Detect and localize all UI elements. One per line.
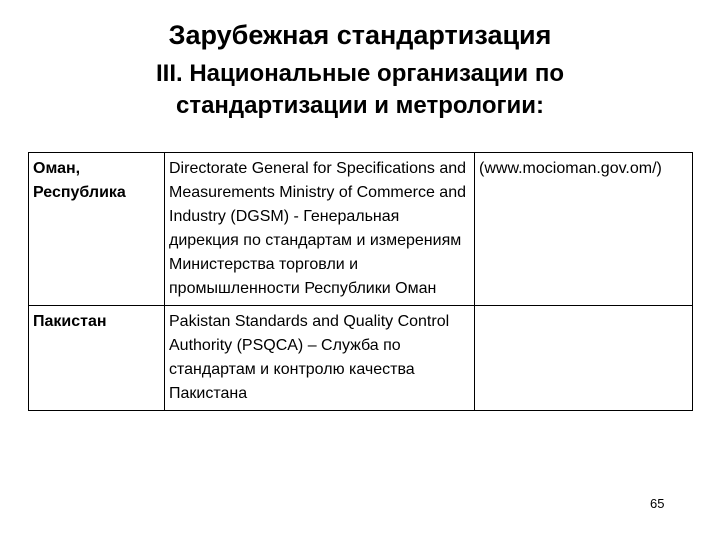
slide-subtitle	[0, 58, 720, 122]
website-cell	[475, 306, 693, 411]
slide-title: Зарубежная стандартизация	[168, 20, 552, 50]
page-number: 65	[650, 496, 665, 511]
subtitle-line-2: стандартизации и метрологии:	[175, 92, 545, 119]
organizations-table	[28, 152, 693, 411]
website-cell: (www.mocioman.gov.om/)	[475, 153, 693, 306]
organization-cell: Pakistan Standards and Quality Control Authority (PSQCA) – Служба по стандартам и контролю качества Пакистана	[165, 306, 475, 411]
organization-cell: Directorate General for Specifications and Measurements Ministry of Commerce and Industry (DGSM) - Генеральная дирекция по стандартам и измерениям Министерства торговли и промышленности Республики Оман	[165, 153, 475, 306]
table-row-oman	[29, 153, 693, 306]
country-cell: Пакистан	[29, 306, 165, 411]
subtitle-line-1: III. Национальные организации по	[156, 60, 564, 87]
table-row-pakistan	[29, 306, 693, 411]
country-cell: Оман, Республика	[29, 153, 165, 306]
